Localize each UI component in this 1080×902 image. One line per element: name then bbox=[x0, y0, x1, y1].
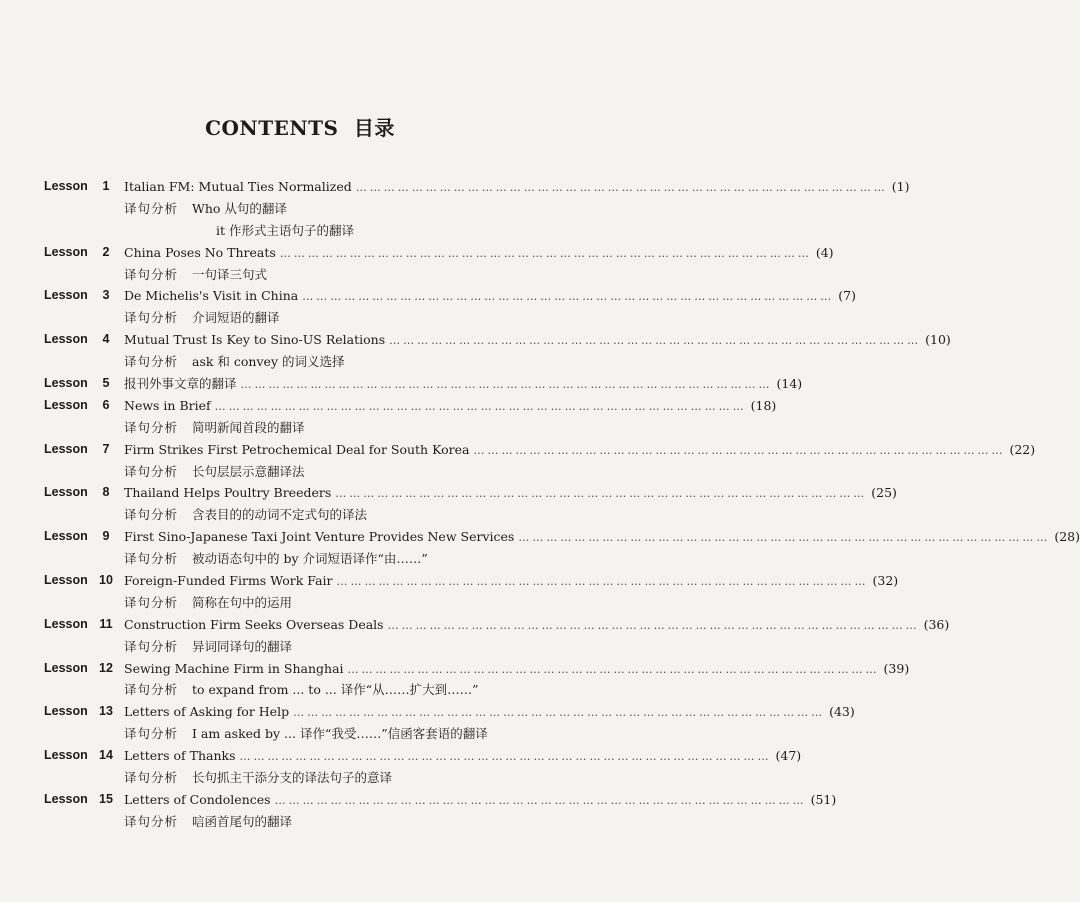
lesson-title-line bbox=[124, 658, 910, 681]
lesson-number: 6 bbox=[102, 397, 110, 412]
sub-line bbox=[124, 723, 572, 745]
dot-leader: …………………………………………………………………………………………………… bbox=[335, 487, 868, 501]
dot-leader: …………………………………………………………………………………………………… bbox=[293, 706, 826, 720]
toc-sub-entry bbox=[44, 548, 572, 570]
lesson-title-line bbox=[124, 285, 856, 308]
sub-label: 译句分析 bbox=[124, 463, 179, 479]
lesson-title-line bbox=[124, 439, 1036, 462]
page-number: (14) bbox=[776, 376, 803, 392]
sub-topic: 简明新闻首段的翻译 bbox=[192, 419, 305, 435]
toc-entry-lesson-9[interactable] bbox=[44, 526, 1080, 548]
sub-label: 译句分析 bbox=[124, 726, 179, 742]
dot-leader: …………………………………………………………………………………………………… bbox=[336, 575, 869, 589]
sub-topic: to expand from ... to ... 译作“从……扩大到……” bbox=[192, 682, 479, 698]
lesson-title: China Poses No Threats bbox=[124, 244, 276, 260]
lesson-title: 报刊外事文章的翻译 bbox=[124, 376, 237, 392]
sub-label: 译句分析 bbox=[124, 682, 179, 698]
sub-line bbox=[124, 592, 572, 614]
lesson-word: Lesson bbox=[44, 748, 88, 763]
toc-entry-lesson-10[interactable] bbox=[44, 570, 899, 592]
sub-label: 译句分析 bbox=[124, 266, 179, 282]
lesson-number: 4 bbox=[102, 332, 110, 347]
lesson-title: Foreign-Funded Firms Work Fair bbox=[124, 573, 333, 589]
lesson-number: 5 bbox=[102, 376, 110, 391]
toc-entry-lesson-4[interactable] bbox=[44, 329, 951, 351]
lesson-word: Lesson bbox=[44, 397, 88, 412]
lesson-title-line bbox=[124, 329, 951, 352]
page-number: (43) bbox=[829, 704, 855, 720]
page-number: (18) bbox=[750, 397, 777, 413]
lesson-title: Mutual Trust Is Key to Sino-US Relations bbox=[124, 332, 386, 348]
sub-topic: 长句层层示意翻译法 bbox=[192, 463, 305, 479]
lesson-number: 11 bbox=[99, 616, 113, 631]
sub-line bbox=[124, 504, 572, 526]
page-number: (1) bbox=[891, 179, 910, 194]
sub-line bbox=[124, 548, 572, 570]
toc-entry-lesson-11[interactable] bbox=[44, 614, 950, 636]
toc-sub-entry bbox=[44, 504, 572, 526]
sub-line bbox=[216, 220, 572, 242]
toc-sub-entry bbox=[44, 811, 572, 833]
sub-topic: 一句译三句式 bbox=[192, 266, 268, 282]
dot-leader: …………………………………………………………………………………………………… bbox=[214, 399, 747, 413]
lesson-number: 10 bbox=[99, 573, 113, 588]
lesson-title-line bbox=[124, 482, 897, 505]
dot-leader: …………………………………………………………………………………………………… bbox=[347, 662, 880, 676]
dot-leader: …………………………………………………………………………………………………… bbox=[355, 181, 888, 194]
lesson-word: Lesson bbox=[44, 704, 88, 719]
dot-leader: …………………………………………………………………………………………………… bbox=[302, 290, 835, 304]
sub-label: 译句分析 bbox=[124, 419, 179, 435]
lesson-word: Lesson bbox=[44, 441, 88, 456]
toc-sub-entry bbox=[44, 264, 572, 286]
sub-label: 译句分析 bbox=[124, 638, 179, 654]
lesson-title-line bbox=[124, 745, 802, 768]
sub-topic: Who 从句的翻译 bbox=[192, 200, 287, 216]
sub-topic: 介词短语的翻译 bbox=[192, 310, 280, 326]
sub-line bbox=[124, 811, 572, 833]
sub-label: 译句分析 bbox=[124, 354, 179, 370]
page-number: (10) bbox=[925, 332, 951, 348]
sub-line bbox=[124, 264, 572, 286]
dot-leader: …………………………………………………………………………………………………… bbox=[389, 334, 922, 348]
sub-line bbox=[124, 307, 572, 329]
lesson-word: Lesson bbox=[44, 332, 88, 347]
dot-leader: …………………………………………………………………………………………………… bbox=[473, 443, 1006, 457]
page-number: (32) bbox=[872, 573, 899, 589]
lesson-title: Italian FM: Mutual Ties Normalized bbox=[124, 179, 352, 194]
lesson-number: 1 bbox=[102, 179, 110, 193]
page-number: (39) bbox=[883, 660, 910, 676]
sub-label: 译句分析 bbox=[124, 507, 179, 523]
sub-topic: 异词同译句的翻译 bbox=[192, 638, 293, 654]
page-number: (47) bbox=[775, 748, 802, 764]
lesson-word: Lesson bbox=[44, 244, 88, 259]
sub-topic: 含表目的的动词不定式句的译法 bbox=[192, 507, 368, 523]
sub-topic: ask 和 convey 的词义选择 bbox=[192, 354, 345, 370]
sub-label: 译句分析 bbox=[124, 770, 179, 786]
title-english: CONTENTS bbox=[205, 116, 339, 140]
lesson-title: Firm Strikes First Petrochemical Deal for South Korea bbox=[124, 441, 470, 457]
page-title bbox=[0, 112, 600, 141]
sub-topic: I am asked by ... 译作“我受……”信函客套语的翻译 bbox=[192, 726, 488, 742]
sub-line bbox=[124, 198, 572, 220]
page-number: (51) bbox=[810, 791, 837, 807]
toc-sub-entry bbox=[44, 220, 572, 242]
lesson-number: 3 bbox=[102, 288, 110, 303]
lesson-number: 8 bbox=[102, 485, 110, 500]
lesson-word: Lesson bbox=[44, 529, 88, 544]
toc-sub-entry bbox=[44, 767, 572, 789]
sub-line bbox=[124, 767, 572, 789]
lesson-title-line bbox=[124, 242, 834, 265]
toc-sub-entry bbox=[44, 592, 572, 614]
sub-line bbox=[124, 351, 572, 373]
toc-entry-lesson-3[interactable] bbox=[44, 285, 856, 307]
lesson-title: De Michelis's Visit in China bbox=[124, 288, 299, 304]
lesson-title-line bbox=[124, 526, 1080, 549]
toc-sub-entry bbox=[44, 461, 572, 483]
lesson-number: 9 bbox=[102, 529, 110, 544]
lesson-number: 13 bbox=[99, 704, 113, 719]
lesson-title-line bbox=[124, 373, 803, 396]
lesson-number: 15 bbox=[99, 791, 113, 806]
lesson-title: Construction Firm Seeks Overseas Deals bbox=[124, 616, 384, 632]
toc-entry-lesson-12[interactable] bbox=[44, 658, 910, 680]
lesson-word: Lesson bbox=[44, 179, 88, 193]
toc-entry-lesson-2[interactable] bbox=[44, 242, 834, 264]
sub-topic: it 作形式主语句子的翻译 bbox=[216, 222, 354, 238]
dot-leader: …………………………………………………………………………………………………… bbox=[239, 750, 772, 764]
lesson-word: Lesson bbox=[44, 485, 88, 500]
lesson-word: Lesson bbox=[44, 288, 88, 303]
sub-line bbox=[124, 461, 572, 483]
title-chinese: 目录 bbox=[353, 116, 395, 140]
sub-label: 译句分析 bbox=[124, 200, 179, 216]
lesson-number: 14 bbox=[99, 748, 113, 763]
lesson-title: Letters of Condolences bbox=[124, 791, 271, 807]
toc-entry-lesson-15[interactable] bbox=[44, 789, 837, 811]
sub-label: 译句分析 bbox=[124, 594, 179, 610]
dot-leader: …………………………………………………………………………………………………… bbox=[518, 531, 1051, 545]
sub-label: 译句分析 bbox=[124, 551, 179, 567]
toc-sub-entry bbox=[44, 636, 572, 658]
page-number: (22) bbox=[1009, 441, 1036, 457]
lesson-word: Lesson bbox=[44, 376, 88, 391]
lesson-number: 12 bbox=[99, 660, 113, 675]
lesson-title: Letters of Asking for Help bbox=[124, 704, 290, 720]
toc-entry-lesson-6[interactable] bbox=[44, 395, 777, 417]
toc-entry-lesson-7[interactable] bbox=[44, 439, 1036, 461]
sub-line bbox=[124, 636, 572, 658]
page-number: (25) bbox=[871, 485, 897, 501]
toc-sub-entry bbox=[44, 307, 572, 329]
toc-sub-entry bbox=[44, 417, 572, 439]
dot-leader: …………………………………………………………………………………………………… bbox=[240, 378, 773, 392]
toc-sub-entry bbox=[44, 351, 572, 373]
sub-topic: 简称在句中的运用 bbox=[192, 594, 293, 610]
lesson-title: Letters of Thanks bbox=[124, 748, 236, 764]
dot-leader: …………………………………………………………………………………………………… bbox=[279, 246, 812, 260]
lesson-title: Sewing Machine Firm in Shanghai bbox=[124, 660, 344, 676]
lesson-title-line bbox=[124, 614, 950, 637]
lesson-title: News in Brief bbox=[124, 397, 211, 413]
sub-topic: 唁函首尾句的翻译 bbox=[192, 813, 293, 829]
lesson-title: First Sino-Japanese Taxi Joint Venture Provides New Services bbox=[124, 529, 515, 545]
dot-leader: …………………………………………………………………………………………………… bbox=[387, 618, 920, 632]
toc-entry-lesson-1[interactable] bbox=[44, 176, 910, 198]
toc-sub-entry bbox=[44, 723, 572, 745]
lesson-title: Thailand Helps Poultry Breeders bbox=[124, 485, 332, 501]
sub-line bbox=[124, 417, 572, 439]
lesson-number: 2 bbox=[102, 244, 110, 259]
toc-list bbox=[44, 176, 1080, 833]
sub-label: 译句分析 bbox=[124, 310, 179, 326]
lesson-word: Lesson bbox=[44, 573, 88, 588]
page-number: (28) bbox=[1054, 529, 1080, 545]
toc-sub-entry bbox=[44, 198, 572, 220]
toc-entry-lesson-8[interactable] bbox=[44, 482, 897, 504]
lesson-word: Lesson bbox=[44, 616, 88, 631]
lesson-title-line bbox=[124, 176, 910, 199]
lesson-title-line bbox=[124, 395, 777, 418]
page-number: (7) bbox=[838, 288, 856, 304]
lesson-word: Lesson bbox=[44, 660, 88, 675]
sub-topic: 长句抓主干添分支的译法句子的意译 bbox=[192, 770, 393, 786]
lesson-title-line bbox=[124, 570, 899, 593]
lesson-number: 7 bbox=[102, 441, 110, 456]
sub-line bbox=[124, 679, 572, 701]
sub-label: 译句分析 bbox=[124, 813, 179, 829]
sub-topic: 被动语态句中的 by 介词短语译作“由……” bbox=[192, 551, 428, 567]
lesson-title-line bbox=[124, 701, 855, 724]
toc-entry-lesson-14[interactable] bbox=[44, 745, 802, 767]
toc-entry-lesson-5[interactable] bbox=[44, 373, 803, 395]
toc-entry-lesson-13[interactable] bbox=[44, 701, 855, 723]
lesson-word: Lesson bbox=[44, 791, 88, 806]
page-number: (36) bbox=[923, 616, 950, 632]
toc-sub-entry bbox=[44, 679, 572, 701]
dot-leader: …………………………………………………………………………………………………… bbox=[274, 793, 807, 807]
page-number: (4) bbox=[815, 244, 834, 260]
lesson-title-line bbox=[124, 789, 837, 812]
